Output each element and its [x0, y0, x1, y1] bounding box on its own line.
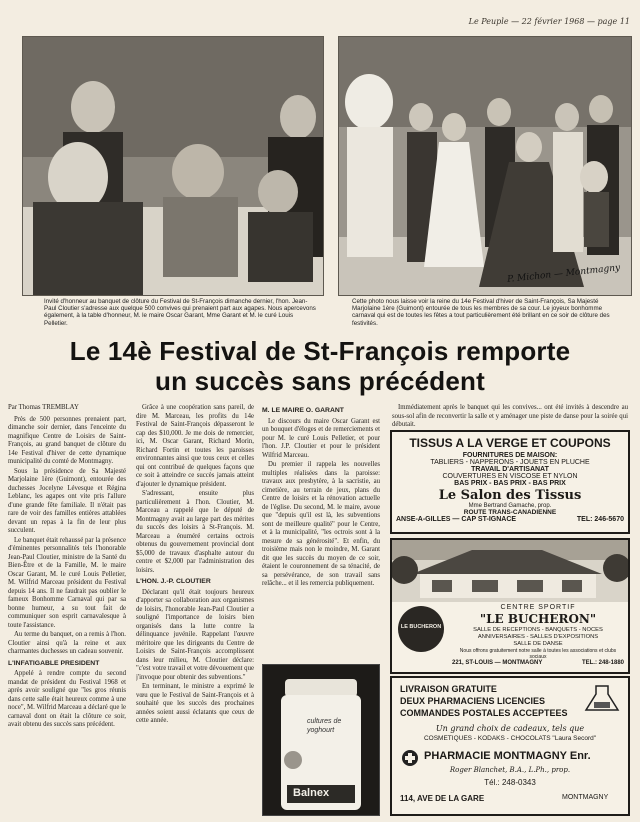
yoghourt-brand: Balnex	[293, 787, 330, 799]
tissus-ad	[390, 430, 630, 534]
pharmacie-address: 114, AVE DE LA GARE	[400, 794, 485, 803]
article-paragraph: Le discours du maire Oscar Garant est un bouquet d'éloges et de remerciements et pour M. le curé Louis Pelletier, et pour l'hon. J.P. Cloutier et pour le président Wilfrid Marceau.	[262, 417, 380, 459]
article-column-2	[136, 404, 254, 814]
article-column-1	[8, 404, 126, 814]
bucheron-kicker: CENTRE SPORTIF	[500, 604, 576, 611]
yoghourt-ad	[262, 664, 380, 816]
article-paragraph: Le banquet était rehaussé par la présence d'éminentes personnalités tels l'honorable Jean-Paul Cloutier, ministre de la Santé du Bien-Être et de la Famille, M. le maire Oscar Garant, M. le curé Louis Pelletier, M. Wilfrid Marceau président du Festival depuis 14 ans. Il ne faudrait pas oublier le fameux Bonhomme Carnaval qui par sa bonne humeur, a su tout fait de communiquer son esprit carnavalesque à toute l'assistance.	[8, 536, 126, 629]
headline-line-1: Le 14è Festival de St-François remporte	[69, 336, 571, 366]
pharmacie-city: MONTMAGNY	[562, 794, 609, 801]
tissus-line: FOURNITURES DE MAISON:	[462, 452, 558, 459]
festival-queen-photo-image	[339, 37, 631, 295]
subheading: M. LE MAIRE O. GARANT	[262, 407, 344, 414]
article-paragraph: Au terme du banquet, on a remis à l'hon. Cloutier ainsi qu'à la reine et aux charmantes duchesses un cadeau souvenir.	[8, 631, 126, 655]
banquet-photo-image	[23, 37, 323, 295]
article-paragraph: Du premier il rappela les nouvelles multiples réalisées dans la paroisse: travaux aux presbytère, à la sacristie, au cimetière, au terrain de jeux, plans du Centre de loisirs et la rénovation actuelle de l'église. Du second, M. le maire, avoue que "depuis qu'il est là, les subventions sont de meilleure qualité" pour le Centre, et à la municipalité, "les octrois sont à la mesure de sa générosité". Et enfin, du troisième mais non le moindre, M. Garant dit que les succès du moyen de ce soir, étaient le couronnement de sa ténacité, de sa persévérance, de son travail sans relâche... et il les remercia publiquement.	[262, 461, 380, 587]
subheading: L'HON. J.-P. CLOUTIER	[136, 578, 211, 585]
bucheron-line: Nous offrons gratuitement notre salle à toutes les associations et clubs sociaux	[459, 648, 617, 660]
article-column-3	[262, 404, 380, 654]
festival-queen-photo	[338, 36, 632, 296]
tissus-title: TISSUS A LA VERGE ET COUPONS	[409, 436, 611, 450]
bucheron-tel: TEL.: 248-1880	[581, 660, 624, 666]
article-paragraph: Appelé à rendre compte du second mandat de président du Festival 1968 et après avoir souligné que "les gros réunis dans cette salle était heureux comme à une noce", M. Wilfrid Marceau a déclaré que le carnaval dont on était la clôture ce soir, avait obtenu des succès sans précédent.	[8, 670, 126, 728]
right-photo-caption: Cette photo nous laisse voir la reine du 14e Festival d'hiver de Saint-François, Sa Majesté Marjolaine 1ère (Guimont) entourée de tous les membres de sa cour. Le joyeux bonhomme carnaval qui est de toutes les fêtes a tout particulièrement été brillant en ce soir de clôture des festivités.	[352, 298, 610, 327]
tissus-line: TABLIERS - NAPPERONS - JOUETS EN PLUCHE	[430, 459, 590, 466]
tissus-line: TRAVAIL D'ARTISANAT	[471, 466, 549, 473]
pharmacie-line: DEUX PHARMACIENS LICENCIES	[400, 696, 546, 706]
bucheron-line: SALLE DE DANSE	[513, 641, 563, 647]
article-paragraph: Immédiatement après le banquet qui les convives... ont été invités à descendre au sous-sol afin de reconvertir la salle et y aménager une piste de danse pour la soirée qui débutait.	[392, 404, 628, 426]
tissus-line: COUVERTURES EN VISCOSE ET NYLON	[442, 473, 578, 480]
tissus-tel: TEL: 246-5670	[576, 516, 624, 523]
bucheron-line: ANNIVERSAIRES - SALLES D'EXPOSITIONS	[477, 634, 599, 640]
article-column-4	[392, 404, 628, 426]
bucheron-logo-text: LE BUCHERON	[400, 624, 442, 630]
pharmacie-line: COMMANDES POSTALES ACCEPTEES	[400, 708, 568, 718]
pharmacie-cross-icon	[402, 750, 418, 766]
bucheron-logo	[398, 606, 444, 652]
yoghourt-label: cultures de yoghourt	[307, 718, 342, 734]
article-paragraph: Déclarant qu'il était toujours heureux d'apporter sa collaboration aux organismes de loisirs, l'honorable Jean-Paul Cloutier a souligné l'importance de loisirs bien organisés dans la lutte contre la délinquance juvénile. Rappelant l'œuvre méritoire que les dirigeants du Centre de Loisirs de Saint-François accomplissent dans leur milieu, M. Cloutier déclare: "c'est votre travail et votre dévouement que j'invoque pour obtenir des subventions."	[136, 588, 254, 681]
tissus-owner: Mme Bertrand Gamache, prop.	[468, 503, 552, 509]
pharmacie-line: COSMETIQUES - KODAKS - CHOCOLATS "Laura Secord"	[423, 735, 597, 742]
article-paragraph: Grâce à une coopération sans pareil, de dire M. Marceau, les profits du 14e Festival de Saint-François dépasseront le cap des $10,000. Je me dois de remercier, ici, M. Oscar Garant, Richard Morin, Richard Fortin et toutes les paroisses environnantes ainsi que tous ceux et celles qui ont contribué de quelques façons que ce soit à atteindre ce succès jamais atteint d'ajouter le dynamique président.	[136, 404, 254, 488]
headline-line-2: un succès sans précédent	[155, 366, 485, 396]
tissus-shop-name: Le Salon des Tissus	[438, 488, 582, 503]
bucheron-ad	[390, 538, 630, 674]
article-paragraph: En terminant, le ministre a exprimé le vœu que le Festival de Saint-François et à souhaité que les succès des prochaines années soient aussi éclatants que ceux de cette année.	[136, 683, 254, 724]
article-paragraph: S'adressant, ensuite plus particulièrement à l'hon. Cloutier, M. Marceau a rappelé que le député de Montmagny avait au large part des mérites du succès des loisirs à St-François. M. Marceau a énuméré certains octrois obtenus du gouvernement provincial dont $5,000 de travaux d'asphalte autour du centre et $2,000 par l'administration des loisirs.	[136, 490, 254, 574]
subheading: L'INFATIGABLE PRESIDENT	[8, 659, 100, 667]
pharmacie-ad	[390, 676, 630, 816]
bucheron-line: SALLE DE RECEPTIONS - BANQUETS - NOCES	[473, 627, 603, 633]
pharmacie-line: LIVRAISON GRATUITE	[400, 684, 497, 694]
tissus-line: BAS PRIX - BAS PRIX - BAS PRIX	[454, 480, 566, 487]
byline: Par Thomas TREMBLAY	[8, 404, 79, 411]
tissus-route: ROUTE TRANS-CANADIENNE	[463, 509, 557, 516]
tissus-address: ANSE-A-GILLES — CAP ST-IGNACE	[396, 516, 517, 523]
bucheron-name: "LE BUCHERON"	[479, 612, 597, 626]
pharmacy-flask-icon	[582, 684, 622, 714]
bucheron-building-illustration	[392, 540, 628, 602]
pharmacie-owner: Roger Blanchet, B.A., L.Ph., prop.	[449, 766, 571, 774]
article-paragraph: Près de 500 personnes prenaient part, dimanche soir dernier, dans l'enceinte du magnifique Centre de Loisirs de Saint-François, au grand banquet de clôture du 14e Festival d'hiver de cette dynamique municipalité du comté de Montmagny.	[8, 415, 126, 465]
left-photo-caption: Invité d'honneur au banquet de clôture du Festival de St-François dimanche dernier, l'hon. Jean-Paul Cloutier s'adresse aux quelque 500 convives qui prenaient part aux agapes. Nous apercevons également, à la table d'honneur, M. le maire Oscar Garant, Mme Garant et M. le curé Louis Pelletier.	[44, 298, 316, 327]
page-header	[0, 17, 630, 31]
article-paragraph: Sous la présidence de Sa Majesté Marjolaine 1ère (Guimont), entourée des duchesses Jocelyne Lévesque et Régina Leblanc, les agapes ont vite pris l'allure d'une grande fête familiale. Il n'était pas rare de voir des familles entières attablées devant un repas à la fin de leur plus succulent.	[8, 467, 126, 534]
pharmacie-name: PHARMACIE MONTMAGNY Enr.	[424, 750, 591, 762]
publication-line: Le Peuple — 22 février 1968 — page 11	[468, 17, 630, 26]
pharmacie-line: Un grand choix de cadeaux, tels que	[435, 724, 585, 733]
banquet-photo	[22, 36, 324, 296]
pharmacie-tel: Tél.: 248-0343	[484, 778, 536, 787]
bucheron-address: 221, ST-LOUIS — MONTMAGNY	[452, 660, 543, 666]
photographer-signature: P. Michon — Montmagny	[506, 263, 621, 285]
